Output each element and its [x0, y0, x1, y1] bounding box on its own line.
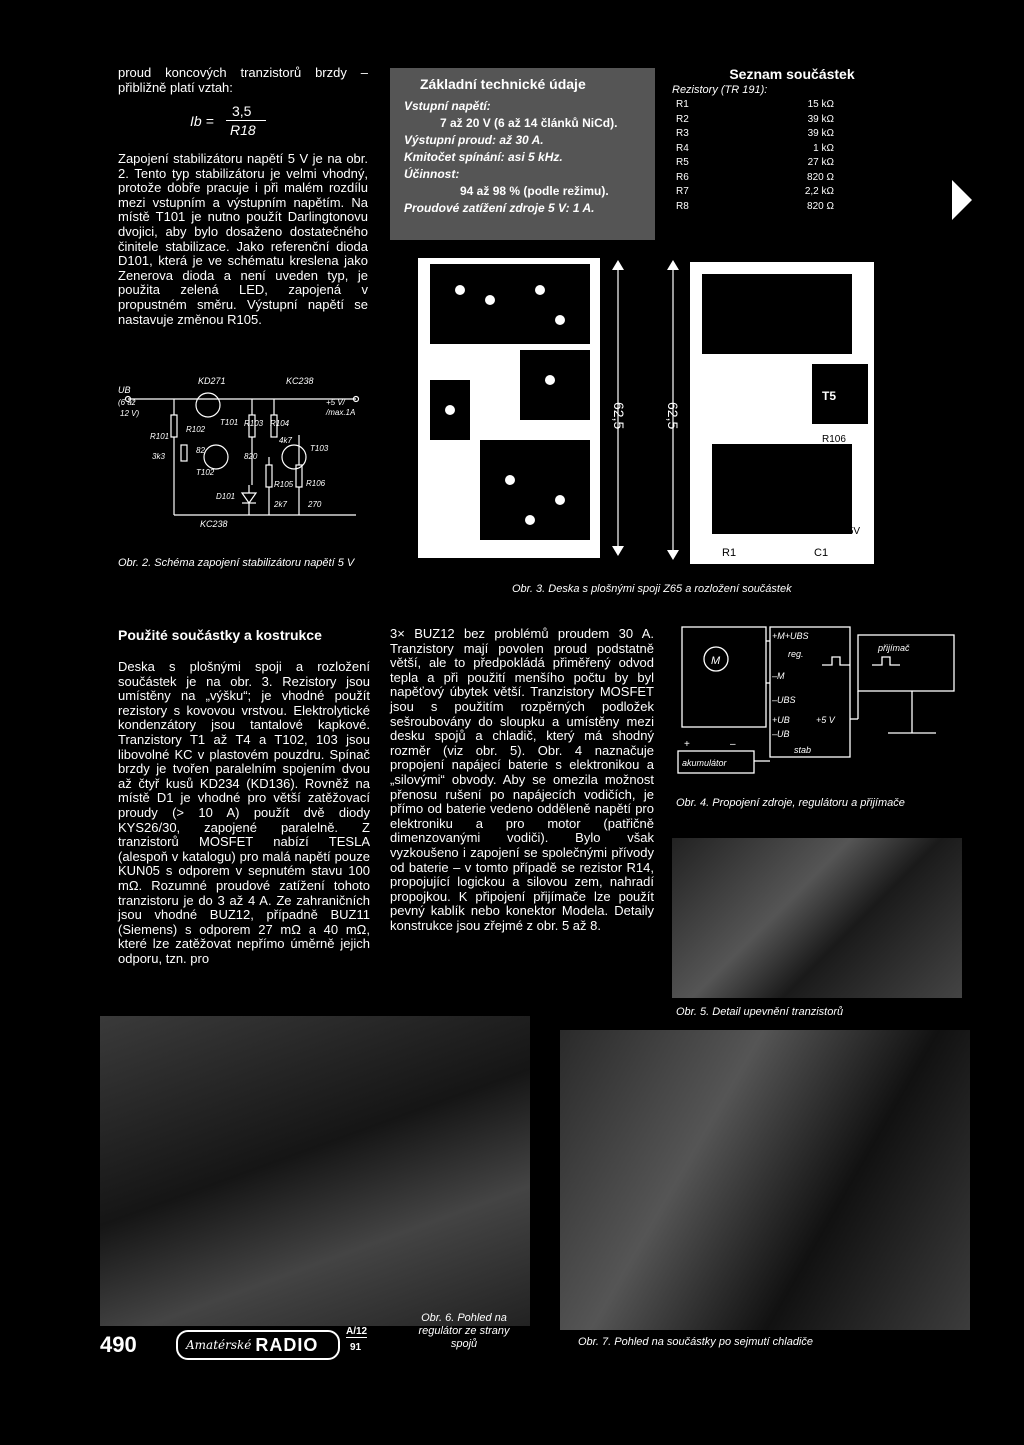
tech-row-output: Výstupní proud: až 30 A.	[404, 133, 544, 147]
sch-kd271: KD271	[198, 376, 226, 386]
part-ref: R3	[676, 128, 689, 139]
part-ref: R7	[676, 186, 689, 197]
parts-table	[672, 98, 838, 214]
fig2-caption: Obr. 2. Schéma zapojení stabilizátoru napětí 5 V	[118, 557, 355, 569]
fig4-plus-m: +M+UBS	[772, 631, 809, 641]
part-value: 39 kΩ	[807, 128, 834, 139]
part-value: 39 kΩ	[807, 113, 834, 125]
fig4-minus: –	[730, 739, 736, 750]
part-value: 27 kΩ	[807, 157, 834, 168]
sch-r105-val: 2k7	[274, 500, 287, 509]
issue-number: A/12	[346, 1326, 368, 1337]
parts-section-paragraph: Deska s plošnými spoji a rozložení součástek je na obr. 3. Rezistory jsou umístěny na „výšku“; je vhodné použít rezistory s kovovou vrstvou. Elektrolytické kondenzátory jsou tantalové kapkové. Tranzistory T1 až T4 a T102, 103 jsou libovolné KC v plastovém pouzdru. Spínač brzdy je tvořen paralelním spojením dvou až čtyř kusů KD234 (KD136). Rovněž na místě D1 je vhodné pro větší zatěžovací proudy (> 10 A) použít dvě diody KYS26/30, zapojené paralelně. Z tranzistorů MOSFET nabízí TESLA (alespoň v katalogu) pro malá napětí pouze KUN05 s odporem v sepnutém stavu 100 mΩ. Rozumné proudové zatížení tohoto tranzistoru je do 3 až 4 A. Ze zahraničních jsou vhodné BUZ12, případně BUZ11 (Siemens) s odporem 27 mΩ a 40 mΩ, které lze zatěžovat nepřímo úměrně jejich odporu, tzn. pro	[118, 659, 370, 966]
fig6-photo	[100, 1016, 530, 1326]
intro-text: proud koncových tranzistorů brzdy – přibližně platí vztah:	[118, 65, 368, 95]
fig3-caption: Obr. 3. Deska s plošnými spoji Z65 a rozložení součástek	[512, 583, 792, 595]
tech-row-input: Vstupní napětí:	[404, 99, 491, 113]
fig4-minus-ub: –UB	[772, 729, 790, 739]
pcb-dim-right-label: 62,5	[665, 402, 681, 430]
fig5-caption: Obr. 5. Detail upevnění tranzistorů	[676, 1006, 844, 1018]
tech-row-freq: Kmitočet spínání: asi 5 kHz.	[404, 150, 563, 164]
sch-t103: T103	[310, 444, 329, 453]
part-value: 15 kΩ	[807, 99, 834, 110]
sch-r106-val: 270	[308, 500, 322, 509]
continue-arrow-icon	[952, 180, 972, 220]
parts-list	[672, 66, 912, 214]
pcb-traces-drawing	[420, 260, 598, 556]
part-ref: R8	[676, 200, 689, 212]
tech-row-load: Proudové zatížení zdroje 5 V: 1 A.	[404, 201, 595, 215]
fig4-wiring-diagram	[672, 625, 962, 785]
sch-r104-val: 4k7	[279, 436, 292, 445]
tech-row-input-val: 7 až 20 V (6 až 14 článků NiCd).	[440, 116, 618, 130]
part-ref: R2	[676, 113, 689, 125]
fig4-plus-5v: +5 V	[816, 715, 835, 725]
formula-bar	[226, 120, 266, 121]
pcb-5v-label: +5V	[842, 526, 861, 537]
parts-row	[672, 98, 838, 113]
sch-d101: D101	[216, 492, 236, 501]
pcb-components-drawing	[692, 264, 872, 562]
parts-title: Seznam součástek	[729, 66, 855, 82]
parts-row	[672, 200, 838, 215]
sch-r103: R103	[244, 419, 264, 428]
parts-row	[672, 142, 838, 157]
pcb-dim-left-label: 62,5	[611, 402, 627, 430]
part-ref: R5	[676, 157, 689, 168]
column3-paragraph: 3× BUZ12 bez problémů proudem 30 A. Tranzistory mají povolen proud podstatně větší, ale to předpokládá přiměřený odvod tepla a při použití menšího počtu by byl napěťový úbytek větší. Tranzistory MOSFET jsou s použitím rozpěrných podložek sešroubovány do sloupku a umístěny mezi desku spojů a chladič, který má shodný rozměr (viz obr. 5). Obr. 4 naznačuje propojení napájecí baterie s elektronikou a „silovými“ obvody. Aby se omezila možnost přenosu rušení po napájecích vodičích, je přímo od baterie vedeno odděleně napětí pro elektroniku a pro motor (patřičně dimenzovanými vodiči). Bylo však vyzkoušeno i zapojení se společnými přívody od baterie – v tomto případě se rezistor R14, propojující logickou a silovou zem, nahradí propojkou. K připojení přijímače lze použít pevný kablík nebo konektor Modela. Detaily konstrukce jsou zřejmé z obr. 5 až 8.	[390, 626, 654, 933]
sch-t102: T102	[196, 468, 215, 477]
fig4-motor: M	[711, 655, 721, 667]
magazine-logo	[176, 1330, 340, 1360]
logo-radio: RADIO	[255, 1334, 319, 1355]
fig4-caption: Obr. 4. Propojení zdroje, regulátoru a přijímače	[676, 797, 905, 809]
part-ref: R4	[676, 142, 689, 154]
tech-row-eff: Účinnost:	[404, 167, 460, 181]
pcb-c1-label: C1	[814, 547, 829, 559]
fig4-stab: stab	[794, 745, 812, 755]
fig4-plus: +	[684, 739, 690, 750]
sch-t101: T101	[220, 418, 239, 427]
parts-row	[672, 113, 838, 128]
fig7-caption: Obr. 7. Pohled na součástky po sejmutí chladiče	[578, 1336, 813, 1348]
formula-numerator: 3,5	[232, 103, 252, 119]
part-value: 820 Ω	[807, 200, 834, 212]
fig4-reg: reg.	[788, 649, 804, 659]
formula	[190, 103, 300, 139]
sch-r106: R106	[306, 479, 326, 488]
tech-row-eff-val: 94 až 98 % (podle režimu).	[460, 184, 609, 198]
pcb-dimension-right	[658, 258, 688, 568]
parts-subtitle: Rezistory (TR 191):	[672, 84, 768, 96]
pcb-t5-label: T5	[822, 389, 837, 403]
fig4-minus-ubs: –UBS	[772, 695, 796, 705]
sch-r101: R101	[150, 432, 170, 441]
part-ref: R1	[676, 99, 689, 110]
fig7-photo	[560, 1030, 970, 1330]
sch-r102: R102	[186, 425, 206, 434]
sch-r101-val: 3k3	[152, 452, 165, 461]
sch-r104: R104	[270, 419, 290, 428]
parts-row	[672, 127, 838, 142]
sch-r102-val: 82	[196, 446, 205, 455]
sch-ub-range2: 12 V)	[120, 409, 140, 418]
parts-row	[672, 171, 838, 186]
fig4-prijimac: přijímač	[878, 643, 910, 653]
pcb-traces-image	[418, 258, 600, 558]
part-value: 1 kΩ	[813, 142, 834, 154]
part-value: 820 Ω	[807, 171, 834, 183]
issue-year: 91	[350, 1342, 362, 1353]
fig4-minus-m: –M	[772, 671, 785, 681]
fig6-caption: Obr. 6. Pohled na regulátor ze strany spojů	[418, 1312, 510, 1350]
sch-kc238-bottom: KC238	[200, 519, 228, 529]
pcb-r106-label: R106	[822, 434, 846, 445]
sch-r103-val: 820	[244, 452, 258, 461]
pcb-dimension-left	[600, 258, 636, 558]
tech-data-box	[390, 68, 655, 240]
page-number: 490	[100, 1332, 137, 1357]
fig5-photo	[672, 838, 962, 998]
part-ref: R6	[676, 171, 689, 183]
pcb-components-image	[690, 262, 874, 564]
sch-r105: R105	[274, 480, 294, 489]
part-value: 2,2 kΩ	[804, 186, 834, 197]
parts-section-heading: Použité součástky a kostrukce	[118, 627, 322, 643]
sch-out2: /max.1A	[326, 408, 356, 417]
stabilizer-schematic	[116, 375, 376, 535]
fig4-plus-ub: +UB	[772, 715, 790, 725]
logo-script: Amatérské	[186, 1338, 252, 1352]
sch-out: +5 V/	[326, 398, 345, 407]
tech-data-title: Základní technické údaje	[420, 76, 586, 92]
fig4-akumulator: akumulátor	[682, 758, 727, 768]
pcb-r1-label: R1	[722, 547, 737, 559]
formula-lhs: Ib =	[190, 113, 214, 129]
sch-ub: UB	[118, 385, 131, 395]
sch-kc238-top: KC238	[286, 376, 314, 386]
parts-row	[672, 185, 838, 200]
sch-ub-range: (6 až	[118, 398, 136, 407]
parts-row	[672, 156, 838, 171]
formula-denominator: R18	[230, 122, 256, 138]
stabilizer-paragraph: Zapojení stabilizátoru napětí 5 V je na obr. 2. Tento typ stabilizátoru je velmi vhodný, protože dobře pracuje i při malém rozdílu mezi vstupním a výstupním napětím. Na místě T101 je nutno použít Darlingtonovu dvojici, aby bylo dosaženo dostatečného činitele stabilizace. Jako referenční dioda D101, která je ve schématu kreslena jako Zenerova dioda a není uveden typ, je použita zelená LED, zapojená v propustném směru. Výstupní napětí se nastavuje změnou R105.	[118, 151, 368, 327]
